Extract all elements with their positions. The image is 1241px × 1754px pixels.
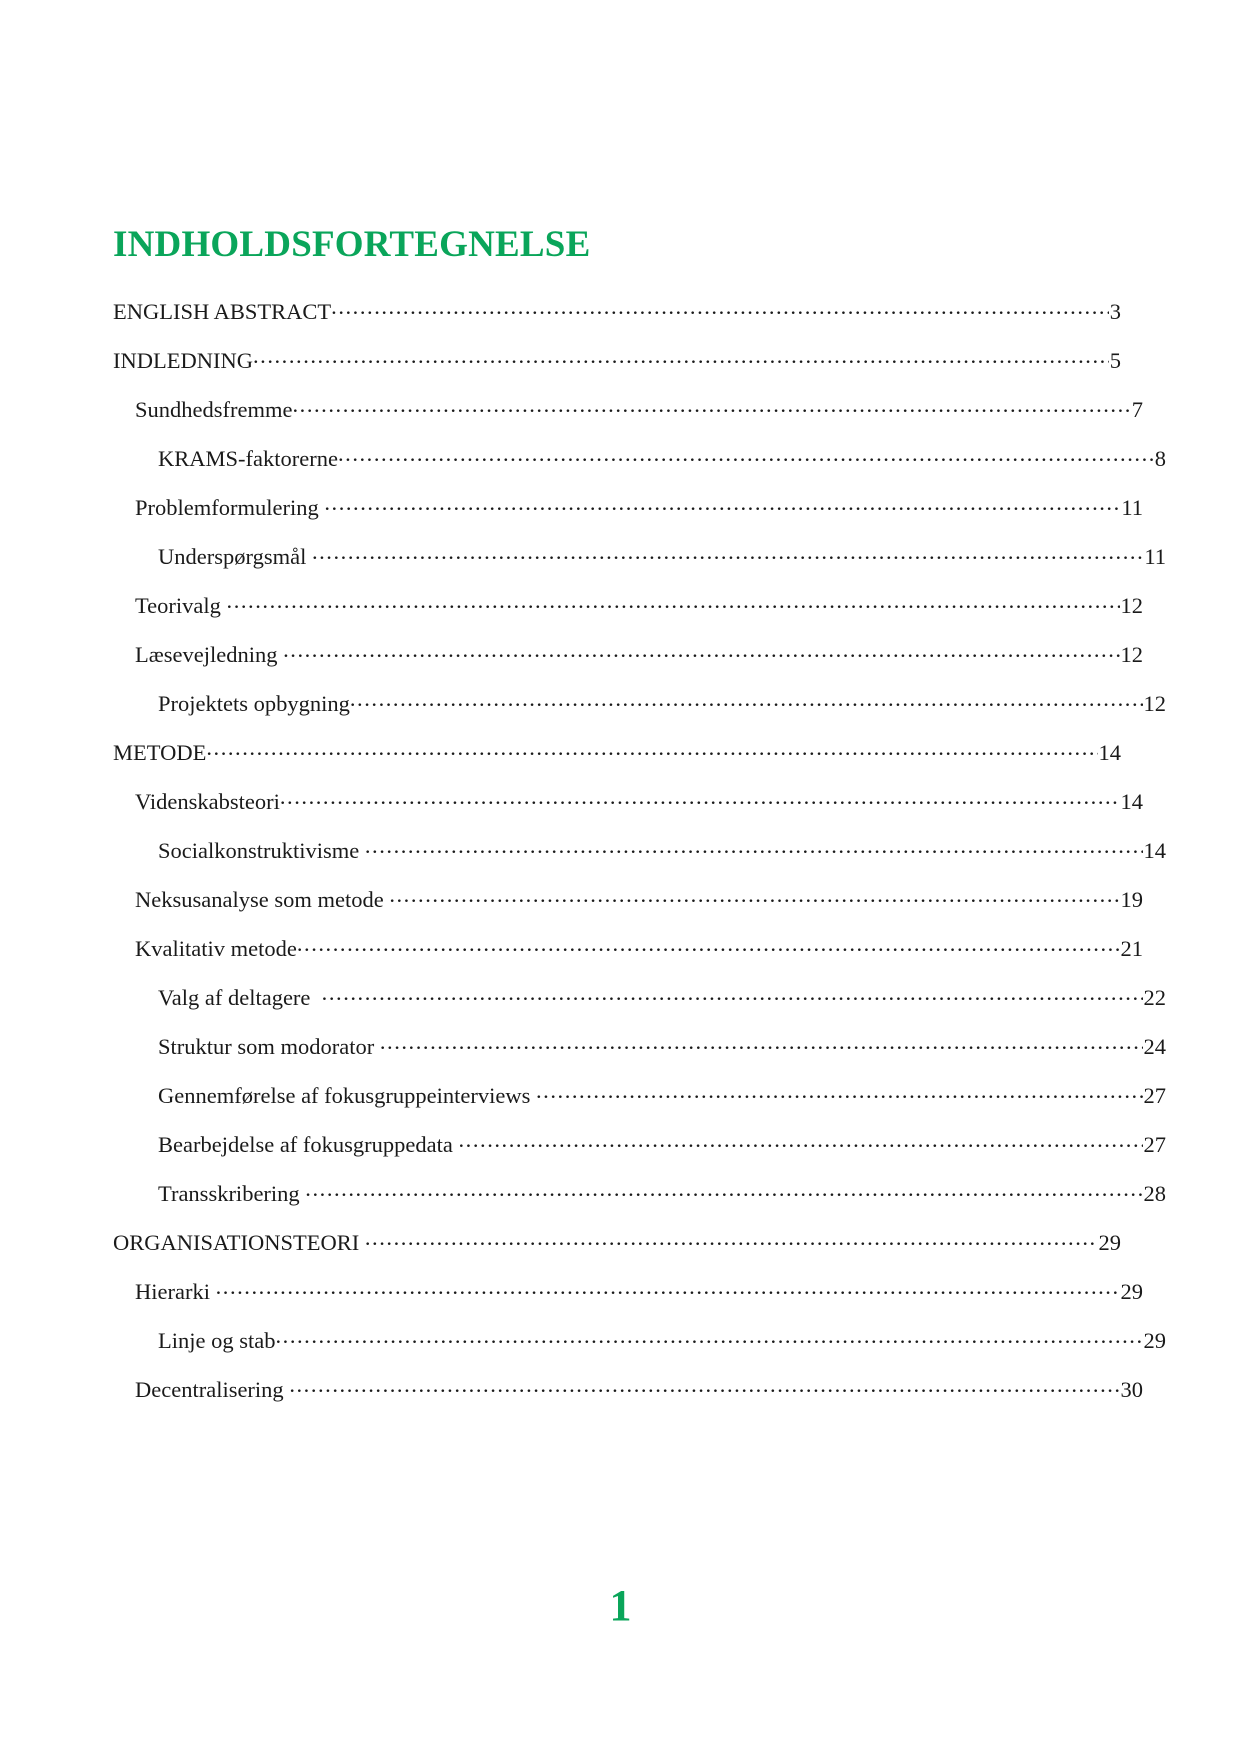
toc-dot-leader — [324, 492, 1120, 515]
toc-entry[interactable] — [113, 1325, 1166, 1374]
toc-entry-label: Sundhedsfremme — [135, 396, 293, 422]
toc-entry-label: Valg af deltagere — [158, 984, 322, 1010]
toc-entry-label: INDLEDNING — [113, 347, 253, 373]
toc-entry-label: Gennemførelse af fokusgruppeinterviews — [158, 1082, 536, 1108]
table-of-contents — [113, 296, 1166, 1423]
toc-entry-page-number: 29 — [1120, 1278, 1143, 1304]
toc-entry[interactable] — [113, 1080, 1166, 1129]
toc-entry-label: Læsevejledning — [135, 641, 284, 667]
toc-entry-page-number: 22 — [1143, 984, 1166, 1010]
toc-entry[interactable] — [113, 1031, 1166, 1080]
toc-entry-page-number: 8 — [1154, 445, 1166, 471]
toc-entry-label: Projektets opbygning — [158, 690, 350, 716]
toc-entry-page-number: 14 — [1098, 739, 1121, 765]
toc-entry[interactable] — [113, 835, 1166, 884]
toc-entry[interactable] — [113, 345, 1121, 394]
toc-entry-page-number: 5 — [1109, 347, 1121, 373]
toc-entry-label: Decentralisering — [135, 1376, 290, 1402]
toc-entry[interactable] — [113, 1227, 1121, 1276]
toc-dot-leader — [280, 786, 1120, 809]
toc-entry-label: Neksusanalyse som metode — [135, 886, 390, 912]
toc-dot-leader — [305, 1178, 1142, 1201]
page-number-footer: 1 — [609, 1581, 632, 1630]
toc-entry[interactable] — [113, 1129, 1166, 1178]
toc-entry-page-number: 3 — [1109, 298, 1121, 324]
toc-entry-page-number: 11 — [1144, 543, 1166, 569]
toc-entry-label: Underspørgsmål — [158, 543, 312, 569]
toc-entry[interactable] — [113, 394, 1143, 443]
toc-entry[interactable] — [113, 1374, 1143, 1423]
toc-entry-label: Struktur som modorator — [158, 1033, 380, 1059]
toc-entry-label: Videnskabsteori — [135, 788, 280, 814]
toc-dot-leader — [297, 933, 1120, 956]
toc-dot-leader — [227, 590, 1120, 613]
toc-entry[interactable] — [113, 884, 1143, 933]
toc-entry-page-number: 30 — [1120, 1376, 1143, 1402]
toc-dot-leader — [338, 443, 1154, 466]
toc-entry-page-number: 19 — [1120, 886, 1143, 912]
toc-entry[interactable] — [113, 639, 1143, 688]
toc-entry-label: Hierarki — [135, 1278, 216, 1304]
toc-entry-label: Bearbejdelse af fokusgruppedata — [158, 1131, 459, 1157]
toc-entry[interactable] — [113, 541, 1166, 590]
toc-dot-leader — [322, 982, 1143, 1005]
toc-dot-leader — [253, 345, 1109, 368]
toc-dot-leader — [292, 394, 1130, 417]
toc-entry-label: Teorivalg — [135, 592, 227, 618]
toc-entry-page-number: 24 — [1143, 1033, 1166, 1059]
toc-entry-label: Linje og stab — [158, 1327, 276, 1353]
toc-dot-leader — [459, 1129, 1143, 1152]
toc-entry-page-number: 11 — [1121, 494, 1143, 520]
toc-entry-page-number: 12 — [1120, 641, 1143, 667]
toc-entry-page-number: 14 — [1143, 837, 1166, 863]
toc-entry[interactable] — [113, 737, 1121, 786]
toc-entry-label: METODE — [113, 739, 207, 765]
toc-dot-leader — [216, 1276, 1120, 1299]
toc-entry[interactable] — [113, 590, 1143, 639]
toc-entry-page-number: 12 — [1143, 690, 1166, 716]
toc-entry[interactable] — [113, 443, 1166, 492]
toc-dot-leader — [365, 835, 1143, 858]
toc-dot-leader — [350, 688, 1143, 711]
toc-entry-label: ENGLISH ABSTRACT — [113, 298, 332, 324]
toc-dot-leader — [389, 884, 1119, 907]
toc-entry[interactable] — [113, 982, 1166, 1031]
toc-entry[interactable] — [113, 786, 1143, 835]
toc-entry[interactable] — [113, 1276, 1143, 1325]
toc-dot-leader — [331, 296, 1109, 319]
toc-dot-leader — [365, 1227, 1098, 1250]
toc-entry-page-number: 12 — [1120, 592, 1143, 618]
toc-entry[interactable] — [113, 492, 1143, 541]
toc-entry-page-number: 29 — [1143, 1327, 1166, 1353]
toc-entry-page-number: 14 — [1120, 788, 1143, 814]
toc-dot-leader — [275, 1325, 1142, 1348]
toc-entry-page-number: 7 — [1131, 396, 1143, 422]
toc-entry-label: Socialkonstruktivisme — [158, 837, 365, 863]
toc-entry-page-number: 29 — [1098, 1229, 1121, 1255]
toc-entry[interactable] — [113, 688, 1166, 737]
toc-entry-label: Transskribering — [158, 1180, 306, 1206]
toc-entry-page-number: 21 — [1120, 935, 1143, 961]
toc-entry[interactable] — [113, 296, 1121, 345]
toc-entry-page-number: 27 — [1143, 1082, 1166, 1108]
toc-entry-label: ORGANISATIONSTEORI — [113, 1229, 365, 1255]
toc-entry[interactable] — [113, 933, 1143, 982]
toc-entry-label: Kvalitativ metode — [135, 935, 297, 961]
toc-dot-leader — [380, 1031, 1143, 1054]
toc-dot-leader — [536, 1080, 1143, 1103]
toc-entry[interactable] — [113, 1178, 1166, 1227]
page-title: INDHOLDSFORTEGNELSE — [113, 223, 591, 265]
toc-entry-page-number: 27 — [1143, 1131, 1166, 1157]
toc-entry-label: KRAMS-faktorerne — [158, 445, 338, 471]
toc-entry-label: Problemformulering — [135, 494, 325, 520]
toc-entry-page-number: 28 — [1143, 1180, 1166, 1206]
toc-dot-leader — [289, 1374, 1119, 1397]
toc-dot-leader — [312, 541, 1143, 564]
toc-dot-leader — [206, 737, 1097, 760]
toc-dot-leader — [283, 639, 1119, 662]
